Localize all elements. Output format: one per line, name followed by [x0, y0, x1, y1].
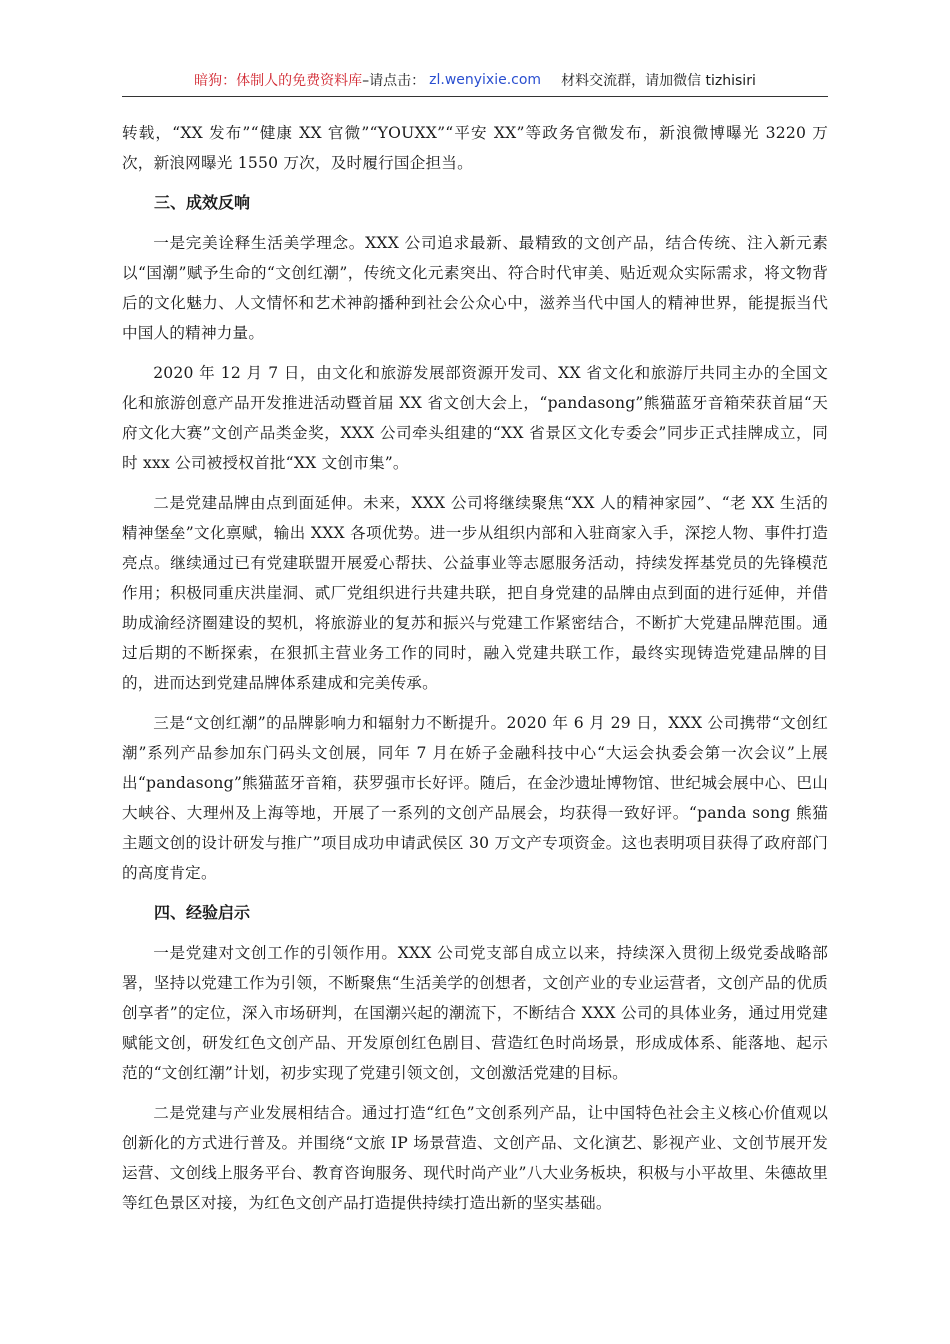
- page-header: [122, 64, 828, 97]
- header-contact: 材料交流群，请加微信 tizhisiri: [561, 73, 756, 89]
- paragraph-industry-integration: 二是党建与产业发展相结合。通过打造“红色”文创系列产品，让中国特色社会主义核心价值观以创新化的方式进行普及。并围绕“文旅 IP 场景营造、文创产品、文化演艺、影视产业、文创节展开发运营、文创线上服务平台、教育咨询服务、现代时尚产业”八大业务板块，积极与小平故里、朱德故里等红色景区对接，为红色文创产品打造提供持续打造出新的坚实基础。: [122, 1104, 828, 1212]
- paragraph-party-brand: 二是党建品牌由点到面延伸。未来，XXX 公司将继续聚焦“XX 人的精神家园”、“老 XX 生活的精神堡垒”文化禀赋，输出 XXX 各项优势。进一步从组织内部和入驻商家入手，深挖人物、事件打造亮点。继续通过已有党建联盟开展爱心帮扶、公益事业等志愿服务活动，持续发挥基党员的先锋模范作用；积极同重庆洪崖洞、贰厂党组织进行共建共联，把自身党建的品牌由点到面的进行延伸，并借助成渝经济圈建设的契机，将旅游业的复苏和振兴与党建工作紧密结合，不断扩大党建品牌范围。通过后期的不断探索，在狠抓主营业务工作的同时，融入党建共联工作，最终实现铸造党建品牌的目的，进而达到党建品牌体系建成和完美传承。: [122, 494, 828, 692]
- paragraph-party-leadership: 一是党建对文创工作的引领作用。XXX 公司党支部自成立以来，持续深入贯彻上级党委战略部署，坚持以党建工作为引领，不断聚焦“生活美学的创想者，文创产业的专业运营者，文创产品的优质创享者”的定位，深入市场研判，在国潮兴起的潮流下，不断结合 XXX 公司的具体业务，通过用党建赋能文创，研发红色文创产品、开发原创红色剧目、营造红色时尚场景，形成成体系、能落地、起示范的“文创红潮”计划，初步实现了党建引领文创，文创激活党建的目标。: [122, 944, 828, 1082]
- section-heading-results: 三、成效反响: [154, 193, 251, 212]
- paragraph-award: 2020 年 12 月 7 日，由文化和旅游发展部资源开发司、XX 省文化和旅游厅共同主办的全国文化和旅游创意产品开发推进活动暨首届 XX 省文创大会上，“pandasong”熊猫蓝牙音箱荣获首届“天府文化大赛”文创产品类金奖，XXX 公司牵头组建的“XX 省景区文化专委会”同步正式挂牌成立，同时 xxx 公司被授权首批“XX 文创市集”。: [122, 364, 828, 472]
- document-body: [122, 118, 828, 1228]
- section-heading-lessons: 四、经验启示: [154, 903, 251, 922]
- paragraph-brand-influence: 三是“文创红潮”的品牌影响力和辐射力不断提升。2020 年 6 月 29 日，XXX 公司携带“文创红潮”系列产品参加东门码头文创展，同年 7 月在娇子金融科技中心“大运会执委会第一次会议”上展出“pandasong”熊猫蓝牙音箱，获罗强市长好评。随后，在金沙遗址博物馆、世纪城会展中心、巴山大峡谷、大理州及上海等地，开展了一系列的文创产品展会，均获得一致好评。“panda song 熊猫主题文创的设计研发与推广”项目成功申请武侯区 30 万文产专项资金。这也表明项目获得了政府部门的高度肯定。: [122, 714, 828, 882]
- paragraph-aesthetics: 一是完美诠释生活美学理念。XXX 公司追求最新、最精致的文创产品，结合传统、注入新元素以“国潮”赋予生命的“文创红潮”，传统文化元素突出、符合时代审美、贴近观众实际需求，将文物背后的文化魅力、人文情怀和艺术神韵播种到社会公众心中，滋养当代中国人的精神世界，能提振当代中国人的精神力量。: [122, 234, 828, 342]
- header-link[interactable]: zl.wenyixie.com: [429, 72, 542, 88]
- header-click-prefix: –请点击：: [362, 73, 426, 89]
- header-title: 暗狗：体制人的免费资料库: [194, 73, 363, 89]
- paragraph-continued: 转载，“XX 发布”“健康 XX 官微”“YOUXX”“平安 XX”等政务官微发布，新浪微博曝光 3220 万次，新浪网曝光 1550 万次，及时履行国企担当。: [122, 124, 828, 172]
